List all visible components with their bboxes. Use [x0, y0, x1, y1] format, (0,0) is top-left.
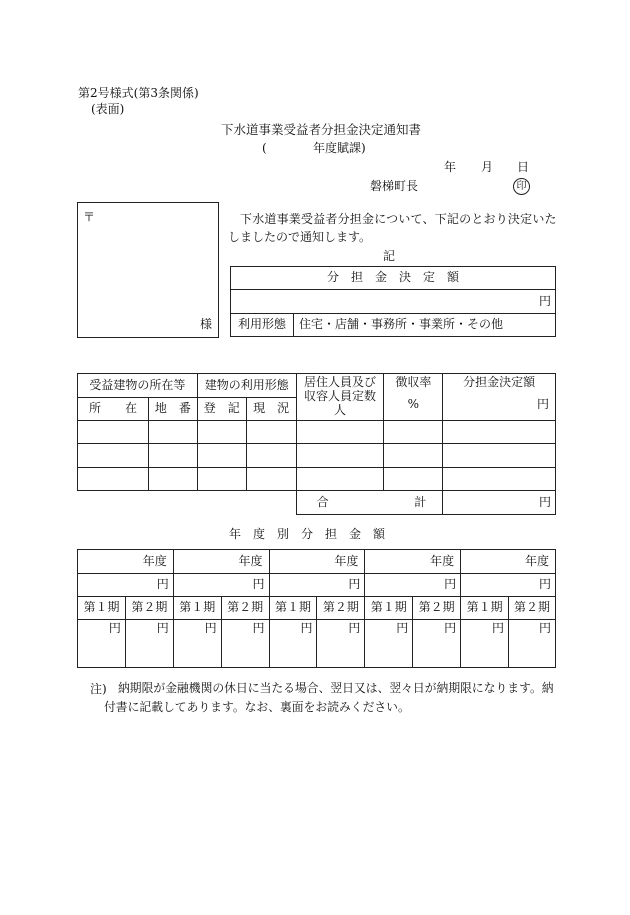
- period1-label: 第１期: [365, 597, 413, 620]
- period-amount: 円: [413, 620, 461, 668]
- year-cell-5: 年度: [461, 550, 556, 574]
- yearly-title: 年 度 別 分 担 金 額: [229, 527, 386, 541]
- period-amount: 円: [78, 620, 126, 668]
- header-location: 受益建物の所在等: [78, 374, 198, 398]
- decision-header: 分 担 金 決 定 額: [231, 267, 556, 290]
- form-side: (表面): [91, 102, 125, 116]
- header-amount: [443, 374, 556, 421]
- period2-label: 第２期: [125, 597, 173, 620]
- table-row: [78, 421, 556, 444]
- year-amount-2: 円: [173, 574, 269, 597]
- header-amount-unit: 円: [536, 396, 549, 411]
- property-table: [77, 373, 556, 515]
- total-label: [296, 491, 443, 515]
- year-cell-2: 年度: [173, 550, 269, 574]
- form-number: 第2号様式(第3条関係): [78, 86, 199, 100]
- decision-amount-cell: 円: [231, 290, 556, 314]
- header-residents-unit: 人: [334, 402, 347, 417]
- seal-mark: 印: [513, 178, 530, 195]
- usage-label: 利用形態: [231, 314, 294, 337]
- period1-label: 第１期: [269, 597, 317, 620]
- decision-table: [230, 266, 556, 337]
- header-residents-line1: 居住人員及び: [304, 375, 377, 389]
- date-year: 年: [444, 160, 457, 174]
- year-amount-4: 円: [365, 574, 461, 597]
- period1-label: 第１期: [173, 597, 221, 620]
- year-cell-4: 年度: [365, 550, 461, 574]
- table-row: [78, 444, 556, 468]
- period-amount: 円: [125, 620, 173, 668]
- period2-label: 第２期: [413, 597, 461, 620]
- postal-mark: 〒: [83, 210, 96, 224]
- note-line-1: 納期限が金融機関の休日に当たる場合、翌日又は、翌々日が納期限になります。納: [118, 681, 554, 695]
- period-amount: 円: [365, 620, 413, 668]
- document-title: 下水道事業受益者分担金決定通知書: [221, 122, 422, 137]
- period2-label: 第２期: [221, 597, 269, 620]
- year-cell-1: 年度: [78, 550, 174, 574]
- header-residents: [296, 374, 384, 421]
- header-rate: [384, 374, 443, 421]
- date-month: 月: [481, 160, 494, 174]
- total-row: [78, 491, 556, 515]
- period-amount: 円: [269, 620, 317, 668]
- period-amount: 円: [461, 620, 509, 668]
- year-amount-3: 円: [269, 574, 365, 597]
- usage-value: 住宅・店舗・事務所・事業所・その他: [294, 314, 556, 337]
- note-label: 注): [90, 682, 107, 696]
- year-amount-5: 円: [461, 574, 556, 597]
- table-row: [78, 468, 556, 491]
- header-rate-label: 徴収率: [395, 375, 432, 389]
- honorific-sama: 様: [200, 317, 213, 331]
- header-amount-label: 分担金決定額: [463, 375, 536, 389]
- period2-label: 第２期: [509, 597, 556, 620]
- header-building-usage: 建物の利用形態: [197, 374, 296, 398]
- period-amount: 円: [509, 620, 556, 668]
- period-amount: 円: [221, 620, 269, 668]
- total-amount: 円: [443, 491, 556, 515]
- sub-touki: 登 記: [197, 398, 246, 421]
- period2-label: 第２期: [317, 597, 365, 620]
- total-label-1: 合: [316, 494, 329, 509]
- total-label-2: 計: [414, 494, 427, 509]
- address-box: [77, 202, 219, 338]
- yearly-table: [77, 549, 556, 668]
- period-amount: 円: [317, 620, 365, 668]
- sub-shozai: 所 在: [78, 398, 149, 421]
- year-amount-1: 円: [78, 574, 174, 597]
- date-day: 日: [517, 160, 530, 174]
- header-residents-line2: 収容人員定数: [304, 388, 377, 403]
- year-paren-open: (: [262, 141, 267, 155]
- note-line-2: 付書に記載してあります。なお、裏面をお読みください。: [104, 700, 410, 714]
- sub-genkyo: 現 況: [246, 398, 296, 421]
- issuer-name: 磐梯町長: [370, 179, 419, 193]
- period-amount: 円: [173, 620, 221, 668]
- period1-label: 第１期: [461, 597, 509, 620]
- period1-label: 第１期: [78, 597, 126, 620]
- year-cell-3: 年度: [269, 550, 365, 574]
- intro-line-2: しましたので通知します。: [228, 230, 372, 244]
- header-rate-unit: %: [407, 396, 420, 411]
- intro-line-1: 下水道事業受益者分担金について、下記のとおり決定いた: [240, 212, 557, 226]
- year-levy-label: 年度賦課): [313, 141, 366, 155]
- sub-chiban: 地 番: [148, 398, 197, 421]
- ki-marker: 記: [383, 249, 396, 263]
